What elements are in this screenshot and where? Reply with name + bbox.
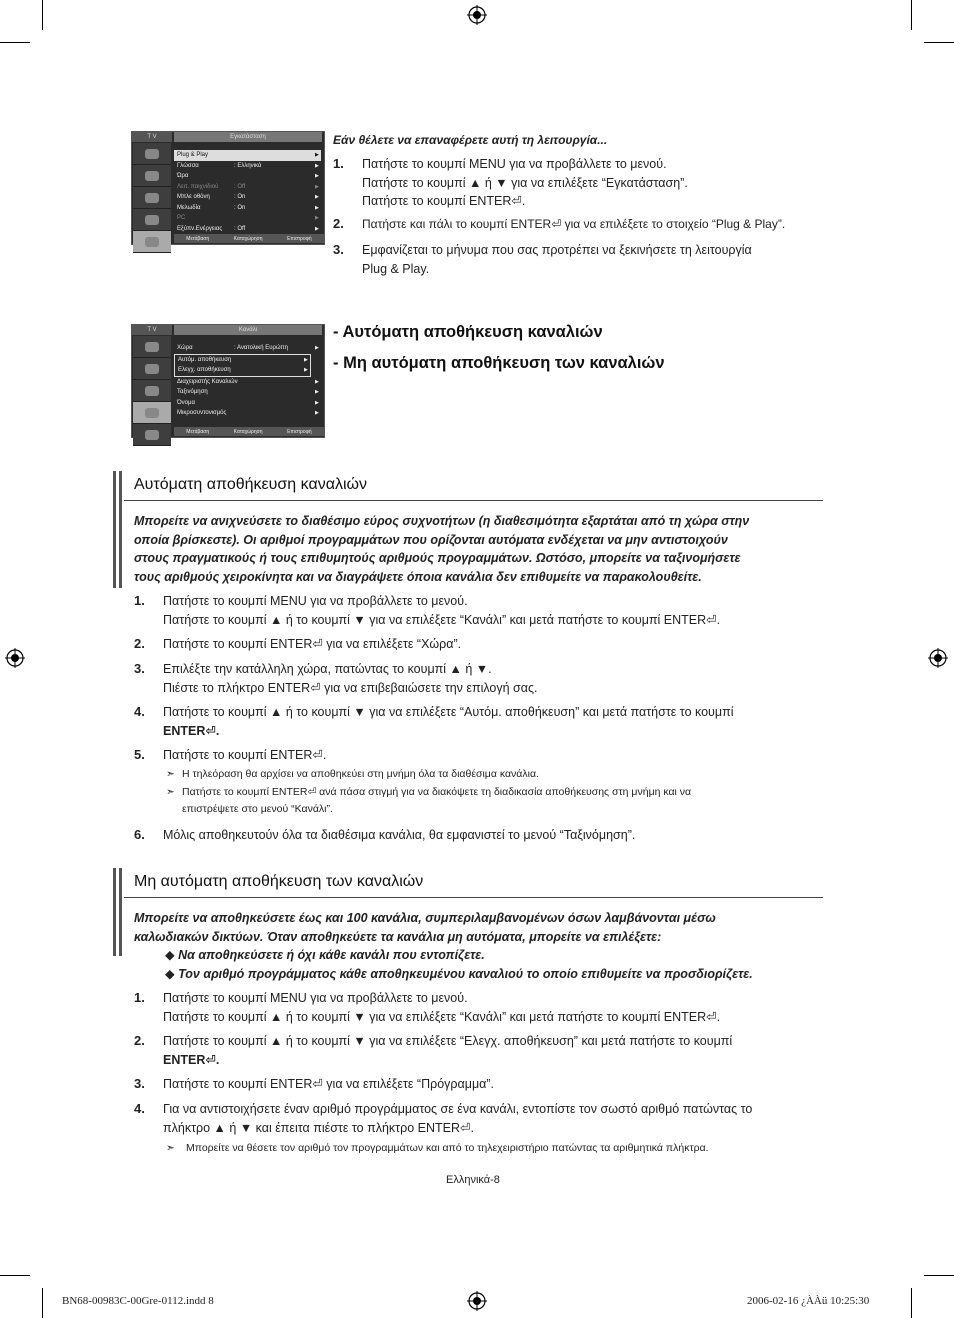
picture-icon [133,143,171,165]
section-bar [119,471,122,588]
crop-mark [0,1275,30,1276]
section-intro: Μπορείτε να αποθηκεύσετε έως και 100 κανάλια, συμπεριλαμβανομένων όσων λαμβάνονται μέσω καλωδιακών δικτύων. Όταν αποθηκεύετε τα κανάλια μη αυτόματα, μπορείτε να επιλέξετε: [134,911,716,944]
registration-mark-icon [928,648,948,668]
diamond-bullet-icon: ◆ [165,948,179,962]
section-bar [119,868,122,956]
step-text: Επιλέξτε την κατάλληλη χώρα, πατώντας το κουμπί ▲ ή ▼. Πιέστε το πλήκτρο ENTER⏎ για να επιβεβαιώσετε την επιλογή σας. [163,662,538,695]
file-slug: BN68-00983C-00Gre-0112.indd 8 [62,1295,214,1307]
highlight-box [174,354,311,377]
step-number: 1. [134,990,145,1005]
menu-row: Αυτόμ. αποθήκευση ▶ [178,356,308,363]
crop-mark [42,0,43,30]
crop-mark [924,1275,954,1276]
step-number: 4. [134,1101,145,1116]
section-bar [113,868,116,956]
crop-mark [0,42,30,43]
section-title: Αυτόματη αποθήκευση καναλιών [134,476,367,493]
menu-title: Εγκατάσταση [174,132,322,142]
bullet-list [165,946,753,984]
step-number: 3. [134,661,145,676]
step-text: Πατήστε το κουμπί ▲ ή το κουμπί ▼ για να επιλέξετε “Ελεγχ. αποθήκευση” και μετά πατήστε το κουμπί ENTER⏎. [163,1034,733,1067]
step-text: Πατήστε το κουμπί MENU για να προβάλλετε το μενού. Πατήστε το κουμπί ▲ ή το κουμπί ▼ για να επιλέξετε “Κανάλι” και μετά πατήστε το κουμπί ENTER⏎. [163,594,721,627]
setup-icon [133,402,171,424]
tv-label: T V [132,325,172,335]
step-number: 3. [134,1076,145,1091]
menu-row: Ταξινόμηση ▶ [177,389,319,395]
step-number: 6. [134,827,145,842]
channel-icon [133,187,171,209]
list-item: ◆ Να αποθηκεύσετε ή όχι κάθε κανάλι που εντοπίζετε. [165,948,485,962]
menu-panel [174,150,321,234]
section-bar [113,471,116,588]
crop-mark [911,1288,912,1318]
step-number: 5. [134,747,145,762]
crop-mark [924,42,954,43]
menu-row: Χώρα : Ανατολική Ευρώπη ▶ [177,345,319,351]
note-text: Πατήστε το κουμπί ENTER⏎ ανά πάσα στιγμή για να διακόψετε τη διαδικασία αποθήκευσης στη μνήμη και να επιστρέψετε στο μενού “Κανάλι”. [182,786,692,815]
menu-title: Κανάλι [174,325,322,335]
tv-menu-setup [131,131,325,245]
crop-mark [911,0,912,30]
list-item: ◆ Τον αριθμό προγράμματος κάθε αποθηκευμένου καναλιού το οποίο επιθυμείτε να προσδιορίζετε. [165,967,753,981]
picture-icon [133,336,171,358]
diamond-bullet-icon: ◆ [165,967,179,981]
crop-mark [42,1288,43,1318]
step-text: Πατήστε και πάλι το κουμπί ENTER⏎ για να επιλέξετε το στοιχείο “Plug & Play”. [362,217,786,231]
step-text: Μόλις αποθηκευτούν όλα τα διαθέσιμα κανάλια, θα εμφανιστεί το μενού “Ταξινόμηση”. [163,828,636,842]
menu-row: Γλώσσα : Ελληνικά ▶ [177,162,319,169]
section-intro: Μπορείτε να ανιχνεύσετε το διαθέσιμο εύρος συχνοτήτων (η διαθεσιμότητα εξαρτάται από τη χώρα στην οποία βρίσκεστε). Οι αριθμοί προγραμμάτων που ορίζονται αυτόματα ενδέχεται να μην αντιστοιχούν στους πραγματικούς ή τους επιθυμητούς αριθμούς προγραμμάτων. Ωστόσο, μπορείτε να ταξινομήσετε τους αριθμούς χειροκίνητα και να διαγράψετε όποια κανάλια δεν επιθυμείτε να παρακολουθείτε. [134,514,750,585]
menu-row: Διαχειριστής Καναλιών ▶ [177,378,319,385]
step-number: 2. [333,216,344,231]
intro-heading: Εάν θέλετε να επαναφέρετε αυτή τη λειτουργία... [333,133,608,147]
menu-row: Μπλε οθόνη : On ▶ [177,194,319,200]
menu-row: Μικροσυντονισμός ▶ [177,410,319,416]
menu-row: Λειτ. παιχνιδιού : Off ▶ [177,183,319,190]
section-rule [124,897,823,898]
step-text: Πατήστε το κουμπί MENU για να προβάλλετε το μενού. Πατήστε το κουμπί ▲ ή το κουμπί ▼ για να επιλέξετε “Κανάλι” και μετά πατήστε το κουμπί ENTER⏎. [163,991,721,1024]
step-number: 2. [134,636,145,651]
menu-sidebar [133,143,171,253]
step-text: Πατήστε το κουμπί ENTER⏎ για να επιλέξετε “Πρόγραμμα”. [163,1077,495,1091]
menu-footer: Μετάβαση Καταχώρηση Επιστροφή [174,427,324,436]
step-number: 2. [134,1033,145,1048]
note-arrow-icon: ➣ [166,786,175,798]
channel-icon [133,380,171,402]
date-slug: 2006-02-16 ¿ÀÀü 10:25:30 [747,1295,870,1307]
input-icon [133,424,171,446]
note-text: Μπορείτε να θέσετε τον αριθμό τον προγραμμάτων και από το τηλεχειριστήριο πατώντας τα αριθμητικά πλήκτρα. [186,1142,709,1154]
menu-footer: Μετάβαση Καταχώρηση Επιστροφή [174,234,324,243]
registration-mark-icon [467,5,487,25]
section-rule [124,500,823,501]
menu-panel [174,343,321,419]
setup-icon [133,209,171,231]
menu-row: PC ▶ [177,215,319,221]
step-number: 4. [134,704,145,719]
tv-menu-channel [131,324,325,438]
step-number: 3. [333,242,344,257]
page-number: Ελληνικά-8 [446,1174,500,1186]
menu-row: Όνομα ▶ [177,399,319,406]
menu-row: Μελωδία : On ▶ [177,204,319,211]
menu-row: Ελεγχ. αποθήκευση ▶ [178,367,308,373]
section-title: Μη αυτόματη αποθήκευση των καναλιών [134,873,424,890]
step-number: 1. [333,156,344,171]
step-text: Πατήστε το κουμπί ENTER⏎ για να επιλέξετε “Χώρα”. [163,637,462,651]
sound-icon [133,358,171,380]
topic-heading: - Μη αυτόματη αποθήκευση των καναλιών [333,354,665,372]
step-text: Πατήστε το κουμπί ENTER⏎. [163,748,327,762]
topic-heading: - Αυτόματη αποθήκευση καναλιών [333,323,603,341]
note-arrow-icon: ➣ [166,1142,175,1154]
step-text: Πατήστε το κουμπί ▲ ή το κουμπί ▼ για να επιλέξετε “Αυτόμ. αποθήκευση” και μετά πατήστε το κουμπί ENTER⏎. [163,705,734,738]
input-icon [133,231,171,253]
menu-sidebar [133,336,171,446]
sound-icon [133,165,171,187]
menu-row: Plug & Play ▶ [174,150,321,161]
menu-row: Ώρα ▶ [177,173,319,179]
step-number: 1. [134,593,145,608]
menu-row: Εξύπν.Ενέργειας : Off ▶ [177,225,319,232]
step-text: Εμφανίζεται το μήνυμα που σας προτρέπει να ξεκινήσετε τη λειτουργία Plug & Play. [362,243,752,276]
note-arrow-icon: ➣ [166,768,175,780]
registration-mark-icon [467,1291,487,1311]
note-text: Η τηλεόραση θα αρχίσει να αποθηκεύει στη μνήμη όλα τα διαθέσιμα κανάλια. [182,768,539,780]
step-text: Για να αντιστοιχήσετε έναν αριθμό προγράμματος σε ένα κανάλι, εντοπίστε τον σωστό αριθμό πατώντας το πλήκτρο ▲ ή ▼ και έπειτα πιέστε το πλήκτρο ENTER⏎. [163,1102,753,1135]
step-text: Πατήστε το κουμπί MENU για να προβάλλετε το μενού. Πατήστε το κουμπί ▲ ή ▼ για να επιλέξετε “Εγκατάσταση”. Πατήστε το κουμπί ENTER⏎. [362,157,688,208]
registration-mark-icon [5,648,25,668]
tv-label: T V [132,132,172,142]
